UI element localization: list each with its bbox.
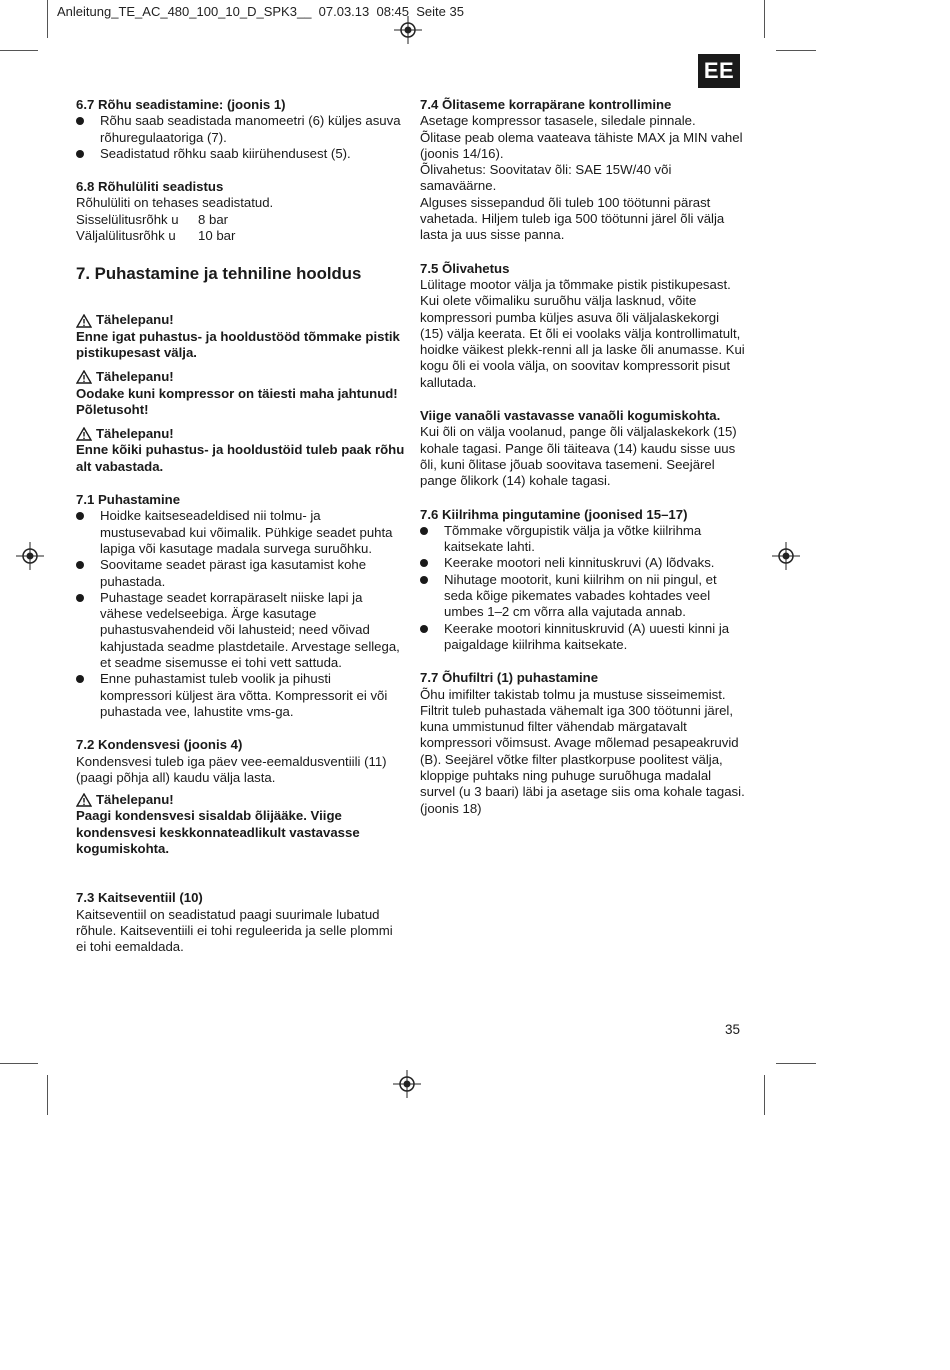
crop-mark-bottom-left-h <box>0 1063 38 1064</box>
list-item: Keerake mootori neli kinnituskruvi (A) lõdvaks. <box>420 555 745 571</box>
list-item: Hoidke kaitseseadeldised nii tolmu- ja mustusevabad kui võimalik. Pühkige seadet puhta lapiga või kasutage madala survega suruõhku. <box>76 508 406 557</box>
right-column <box>420 97 745 817</box>
section-7-6-title: 7.6 Kiilrihma pingutamine (joonised 15–17) <box>420 506 688 522</box>
warning-triangle-icon <box>76 314 92 328</box>
section-6-8-text: Rõhulüliti on tehases seadistatud. <box>76 195 274 211</box>
crop-mark-bottom-right-h <box>776 1063 816 1064</box>
section-7-5-title: 7.5 Õlivahetus <box>420 260 510 276</box>
bullet-icon <box>420 625 428 633</box>
warning-text: Enne igat puhastus- ja hooldustööd tõmmake pistik pistikupesast välja. <box>76 328 400 360</box>
warning-heading: Tähelepanu! <box>76 369 406 385</box>
bullet-icon <box>420 576 428 584</box>
section-7-4-text: Asetage kompressor tasasele, siledale pinnale. <box>420 113 696 129</box>
section-7-4-text: Õlivahetus: Soovitatav õli: SAE 15W/40 või samaväärne. <box>420 162 672 194</box>
section-7-5-bold-note: Viige vanaõli vastavasse vanaõli kogumiskohta. <box>420 408 721 424</box>
language-badge: EE <box>698 54 740 88</box>
bullet-icon <box>76 675 84 683</box>
section-7-7-title: 7.7 Õhufiltri (1) puhastamine <box>420 670 599 686</box>
registration-mark-top-icon <box>394 16 422 44</box>
warning-heading: Tähelepanu! <box>76 312 406 328</box>
section-6-7-list <box>76 113 406 162</box>
warning-heading: Tähelepanu! <box>76 792 406 808</box>
bullet-icon <box>76 150 84 158</box>
bullet-icon <box>76 561 84 569</box>
warning-triangle-icon <box>76 427 92 441</box>
section-7-1-list <box>76 508 406 720</box>
pressure-row: Väljalülitusrõhk u 10 bar <box>76 228 236 244</box>
list-item: Rõhu saab seadistada manomeetri (6) küljes asuva rõhuregulaatoriga (7). <box>76 113 406 146</box>
page-number: 35 <box>725 1022 741 1037</box>
list-item: Enne puhastamist tuleb voolik ja pihusti kompressori küljest ära võtta. Kompressorit ei või puhastada vee, lahustite vms-ga. <box>76 671 406 720</box>
section-7-6-list <box>420 523 745 653</box>
list-item: Tõmmake võrgupistik välja ja võtke kiilrihma kaitsekate lahti. <box>420 523 745 556</box>
registration-mark-right-icon <box>772 542 800 570</box>
section-7-4-text: Õlitase peab olema vaateava tähiste MAX ja MIN vahel (joonis 14/16). <box>420 129 743 161</box>
section-6-8-title: 6.8 Rõhulüliti seadistus <box>76 179 224 195</box>
crop-mark-bottom-left-v <box>47 1075 48 1115</box>
section-7-4-text: Alguses sissepandud õli tuleb 100 töötunni pärast vahetada. Hiljem tuleb iga 500 töötunni järel õli välja lasta ja uus sisse panna. <box>420 194 725 243</box>
warning-triangle-icon <box>76 370 92 384</box>
warning-triangle-icon <box>76 793 92 807</box>
chapter-7-title: 7. Puhastamine ja tehniline hooldus <box>76 264 362 284</box>
crop-mark-top-right-h <box>776 50 816 51</box>
bullet-icon <box>76 512 84 520</box>
warning-heading: Tähelepanu! <box>76 426 406 442</box>
section-7-1-title: 7.1 Puhastamine <box>76 492 181 508</box>
list-item: Soovitame seadet pärast iga kasutamist kohe puhastada. <box>76 557 406 590</box>
list-item: Nihutage mootorit, kuni kiilrihm on nii pingul, et seda kõige pikemates vabades kohtades veel umbes 1–2 cm võrra alla vajutada annab. <box>420 572 745 621</box>
section-7-7-text: Õhu imifilter takistab tolmu ja mustuse sisseimemist. Filtrit tuleb puhastada vähemalt iga 300 töötunni järel, kuna ummistunud filter vähendab märgatavalt kompressori võimsust. Avage mõlemad pesapeakruvid (B). Seejärel võtke filter plastkorpuse poolitest välja, kloppige puhtaks ning puhuge suruõhuga madalal survel (u 3 baari) läbi ja asetage siis oma kohale tagasi. (joonis 18) <box>420 686 745 816</box>
crop-mark-top-left-h <box>0 50 38 51</box>
warning-text: Oodake kuni kompressor on täiesti maha jahtunud! Põletusoht! <box>76 385 398 417</box>
section-6-7-title: 6.7 Rõhu seadistamine: (joonis 1) <box>76 97 286 112</box>
section-7-5-text: Lülitage mootor välja ja tõmmake pistik pistikupesast. Kui olete võimaliku suruõhu välja lasknud, võite kompressori pumba küljes asuva õli väljalaskekorgi (15) välja keerata. Et õli ei voolaks välja kontrollimatult, hoidke väikest plekk-renni all ja laske õli anumasse. Kui kogu õli ei voola välja, on soovitav kompressorit pisut kallutada. <box>420 276 745 390</box>
registration-mark-bottom-icon <box>393 1070 421 1098</box>
section-7-2-text: Kondensvesi tuleb iga päev vee-eemaldusventiili (11) (paagi põhja all) kaudu välja lasta. <box>76 753 387 785</box>
section-7-3-title: 7.3 Kaitseventiil (10) <box>76 890 203 906</box>
registration-mark-left-icon <box>16 542 44 570</box>
list-item: Seadistatud rõhku saab kiirühendusest (5). <box>76 146 406 162</box>
print-slug: Anleitung_TE_AC_480_100_10_D_SPK3__ 07.03.13 08:45 Seite 35 <box>57 4 464 19</box>
bullet-icon <box>420 527 428 535</box>
crop-mark-top-left-v <box>47 0 48 38</box>
section-7-2-title: 7.2 Kondensvesi (joonis 4) <box>76 737 243 753</box>
pressure-row: Sisselülitusrõhk u 8 bar <box>76 211 229 227</box>
bullet-icon <box>76 117 84 125</box>
warning-text: Enne kõiki puhastus- ja hooldustöid tuleb paak rõhu alt vabastada. <box>76 442 405 474</box>
bullet-icon <box>76 594 84 602</box>
warning-text: Paagi kondensvesi sisaldab õlijääke. Viige kondensvesi keskkonnateadlikult vastavasse kogumiskohta. <box>76 808 360 856</box>
crop-mark-top-right-v <box>764 0 765 38</box>
section-7-5-text: Kui õli on välja voolanud, pange õli väljalaskekork (15) kohale tagasi. Pange õli täiteava (14) kaudu sisse uus õli, kuni õlitase jõuab soovitava tasemeni. Seejärel pange õlikork (14) kohale tagasi. <box>420 424 737 489</box>
list-item: Keerake mootori kinnituskruvid (A) uuesti kinni ja paigaldage kiilrihma kaitsekate. <box>420 621 745 654</box>
section-7-3-text: Kaitseventiil on seadistatud paagi suurimale lubatud rõhule. Kaitseventiili ei tohi reguleerida ja selle plommi ei tohi eemaldada. <box>76 906 393 955</box>
crop-mark-bottom-right-v <box>764 1075 765 1115</box>
bullet-icon <box>420 559 428 567</box>
list-item: Puhastage seadet korrapäraselt niiske lapi ja vähese vedelseebiga. Ärge kasutage puhastusvahendeid või lahusteid; need võivad kahjustada seadme plastdetaile. Arvestage sellega, et seadme sisemusse ei tohi vett sattuda. <box>76 590 406 671</box>
section-7-4-title: 7.4 Õlitaseme korrapärane kontrollimine <box>420 97 672 112</box>
left-column <box>76 97 406 955</box>
